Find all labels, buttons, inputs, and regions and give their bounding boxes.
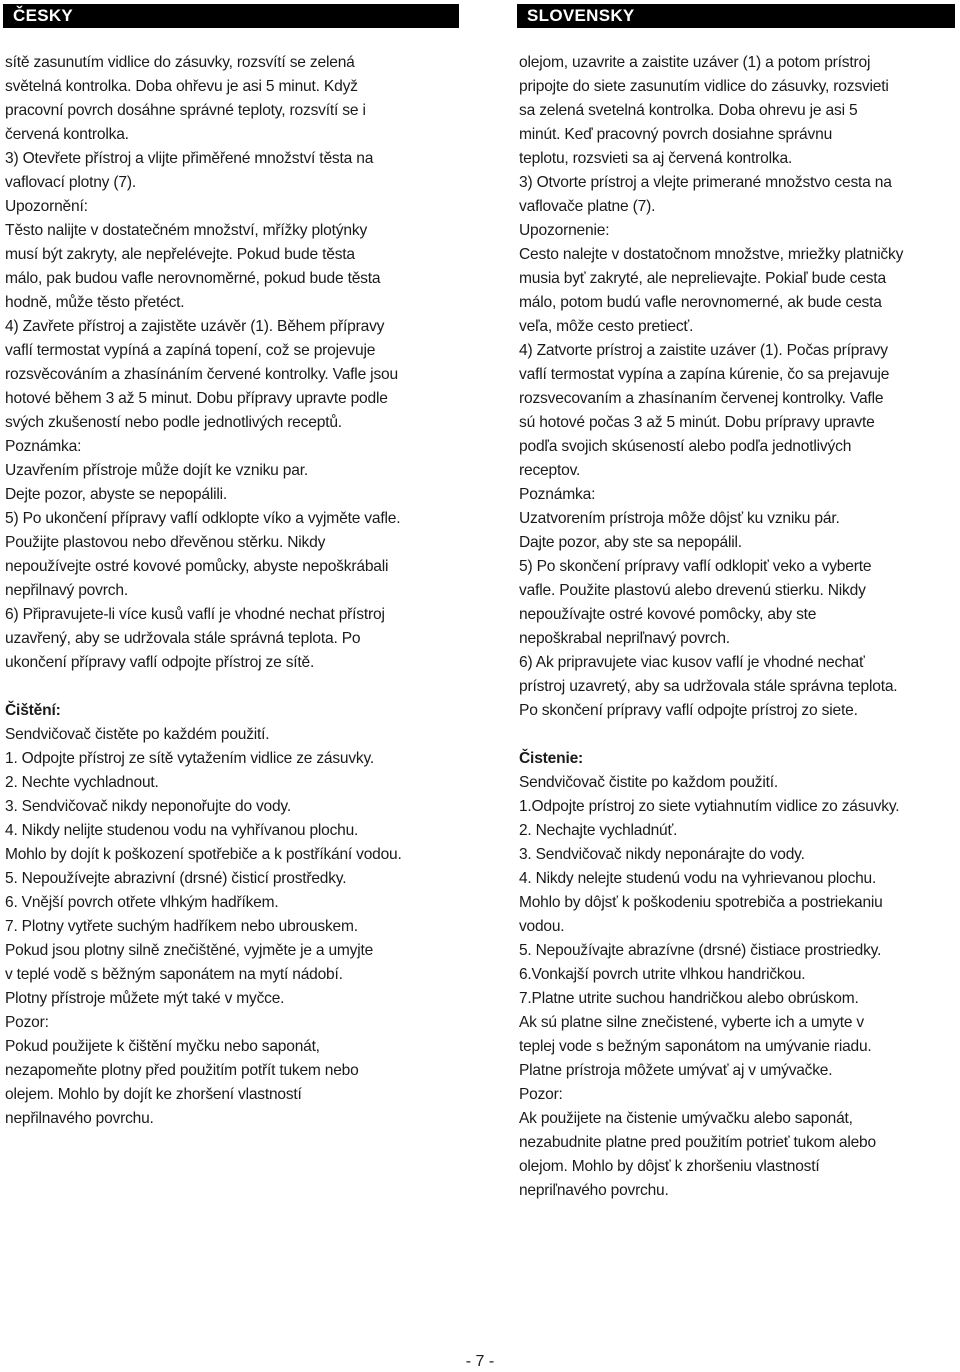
text-line: Plotny přístroje můžete mýt také v myčce. (5, 990, 285, 1007)
paragraph-gap (3, 675, 459, 699)
text-line: 2. Nechte vychladnout. (5, 774, 159, 791)
text-line: Poznámka: (5, 438, 82, 455)
text-line: Ak použijete na čistenie umývačku alebo saponát, (519, 1110, 853, 1127)
text-line: 1.Odpojte prístroj zo siete vytiahnutím vidlice zo zásuvky. (519, 798, 900, 815)
text-line: 5) Po ukončení přípravy vaflí odklopte víko a vyjměte vafle. (5, 510, 401, 527)
text-line: rozsvecovaním a zhasínaním červenej kontrolky. Vafle (519, 390, 884, 407)
text-line: 5. Nepoužívajte abrazívne (drsné) čistiace prostriedky. (519, 942, 882, 959)
czech-cleaning-body (5, 723, 459, 1131)
text-line: minút. Keď pracovný povrch dosiahne správnu (519, 126, 833, 143)
text-line: Mohlo by dojít k poškození spotřebiče a k postříkání vodou. (5, 846, 402, 863)
text-line: Pokud použijete k čištění myčku nebo saponát, (5, 1038, 320, 1055)
text-line: světelná kontrolka. Doba ohřevu je asi 5 minut. Když (5, 78, 358, 95)
slovak-cleaning-heading: Čistenie: (519, 750, 584, 767)
text-line: červená kontrolka. (5, 126, 129, 143)
czech-section-header: ČESKY (3, 4, 459, 28)
text-line: Dajte pozor, aby ste sa nepopálil. (519, 534, 742, 551)
text-line: pripojte do siete zasunutím vidlice do zásuvky, rozsvieti (519, 78, 889, 95)
text-line: vaflí termostat vypíná a zapíná topení, což se projevuje (5, 342, 376, 359)
text-line: nepoškrabal nepriľnavý povrch. (519, 630, 730, 647)
text-line: nepřilnavého povrchu. (5, 1110, 154, 1127)
text-line: Pozor: (519, 1086, 563, 1103)
text-line: 3) Otevřete přístroj a vlijte přiměřené množství těsta na (5, 150, 374, 167)
text-line: nezapomeňte plotny před použitím potřít tukem nebo (5, 1062, 359, 1079)
text-line: 6. Vnější povrch otřete vlhkým hadříkem. (5, 894, 279, 911)
text-line: nepoužívajte ostré kovové pomôcky, aby ste (519, 606, 817, 623)
text-line: hotové během 3 až 5 minut. Dobu přípravy upravte podle (5, 390, 388, 407)
text-line: 1. Odpojte přístroj ze sítě vytažením vidlice ze zásuvky. (5, 750, 375, 767)
text-line: teplotu, rozsvieti sa aj červená kontrolka. (519, 150, 793, 167)
text-line: 6) Ak pripravujete viac kusov vaflí je vhodné nechať (519, 654, 865, 671)
text-line: vafle. Použite plastovú alebo drevenú stierku. Nikdy (519, 582, 866, 599)
text-line: sítě zasunutím vidlice do zásuvky, rozsvítí se zelená (5, 54, 355, 71)
text-line: ukončení přípravy vaflí odpojte přístroj ze sítě. (5, 654, 315, 671)
text-line: nepriľnavého povrchu. (519, 1182, 669, 1199)
slovak-cleaning-body (519, 771, 955, 1203)
text-line: 7. Plotny vytřete suchým hadříkem nebo ubrouskem. (5, 918, 358, 935)
text-line: veľa, môže cesto pretiecť. (519, 318, 694, 335)
text-line: 3) Otvorte prístroj a vlejte primerané množstvo cesta na (519, 174, 892, 191)
text-line: 3. Sendvičovač nikdy neponárajte do vody. (519, 846, 805, 863)
slovak-column (517, 4, 955, 1203)
text-line: olejom. Mohlo by dôjsť k zhoršeniu vlastností (519, 1158, 820, 1175)
text-line: Sendvičovač čistite po každom použití. (519, 774, 778, 791)
text-line: Sendvičovač čistěte po každém použití. (5, 726, 270, 743)
text-line: 5) Po skončení prípravy vaflí odklopiť veko a vyberte (519, 558, 872, 575)
text-line: vaflí termostat vypína a zapína kúrenie, čo sa prejavuje (519, 366, 890, 383)
text-line: olejem. Mohlo by dojít ke zhoršení vlastností (5, 1086, 302, 1103)
czech-column (3, 4, 459, 1131)
text-line: vodou. (519, 918, 565, 935)
slovak-body (517, 51, 955, 723)
slovak-section-header: SLOVENSKY (517, 4, 955, 28)
text-line: 2. Nechajte vychladnúť. (519, 822, 678, 839)
text-line: 4. Nikdy nelijte studenou vodu na vyhřívanou plochu. (5, 822, 359, 839)
text-line: nezabudnite platne pred použitím potrieť tukom alebo (519, 1134, 876, 1151)
text-line: v teplé vodě s běžným saponátem na mytí nádobí. (5, 966, 343, 983)
text-line: receptov. (519, 462, 581, 479)
text-line: prístroj uzavretý, aby sa udržovala stále správna teplota. (519, 678, 898, 695)
text-line: musí být zakryty, ale nepřelévejte. Pokud bude těsta (5, 246, 355, 263)
text-line: Pozor: (5, 1014, 49, 1031)
text-line: hodně, může těsto přetéct. (5, 294, 185, 311)
text-line: nepoužívejte ostré kovové pomůcky, abyste nepoškrábali (5, 558, 389, 575)
text-line: 6) Připravujete-li více kusů vaflí je vhodné nechat přístroj (5, 606, 385, 623)
text-line: musia byť zakryté, ale neprelievajte. Pokiaľ bude cesta (519, 270, 886, 287)
text-line: Použijte plastovou nebo dřevěnou stěrku. Nikdy (5, 534, 326, 551)
text-line: svých zkušeností nebo podle jednotlivých receptů. (5, 414, 342, 431)
text-line: rozsvěcováním a zhasínáním červené kontrolky. Vafle jsou (5, 366, 398, 383)
text-line: vaflovače platne (7). (519, 198, 656, 215)
text-line: 4) Zatvorte prístroj a zaistite uzáver (1). Počas prípravy (519, 342, 888, 359)
text-line: málo, pak budou vafle nerovnoměrné, pokud bude těsta (5, 270, 381, 287)
text-line: Těsto nalijte v dostatečném množství, mřížky plotýnky (5, 222, 368, 239)
text-line: teplej vode s bežným saponátom na umývanie riadu. (519, 1038, 872, 1055)
text-line: pracovní povrch dosáhne správné teploty, rozsvítí se i (5, 102, 366, 119)
text-line: Uzatvorením prístroja môže dôjsť ku vzniku pár. (519, 510, 840, 527)
text-line: olejom, uzavrite a zaistite uzáver (1) a potom prístroj (519, 54, 871, 71)
text-line: 4) Zavřete přístroj a zajistěte uzávěr (1). Během přípravy (5, 318, 385, 335)
text-line: Ak sú platne silne znečistené, vyberte ich a umyte v (519, 1014, 864, 1031)
text-line: sa zelená svetelná kontrolka. Doba ohrevu je asi 5 (519, 102, 858, 119)
text-line: Po skončení prípravy vaflí odpojte prístroj zo siete. (519, 702, 858, 719)
text-line: málo, potom budú vafle nerovnomerné, ak bude cesta (519, 294, 882, 311)
text-line: Poznámka: (519, 486, 596, 503)
text-line: Dejte pozor, abyste se nepopálili. (5, 486, 228, 503)
text-line: 7.Platne utrite suchou handričkou alebo obrúskom. (519, 990, 859, 1007)
paragraph-gap (517, 723, 955, 747)
text-line: 4. Nikdy nelejte studenú vodu na vyhrievanou plochu. (519, 870, 877, 887)
text-line: Cesto nalejte v dostatočnom množstve, mriežky platničky (519, 246, 904, 263)
text-line: Platne prístroja môžete umývať aj v umývačke. (519, 1062, 833, 1079)
text-line: Upozornění: (5, 198, 88, 215)
text-line: Uzavřením přístroje může dojít ke vzniku par. (5, 462, 308, 479)
text-line: Upozornenie: (519, 222, 610, 239)
text-line: 6.Vonkajší povrch utrite vlhkou handričkou. (519, 966, 806, 983)
text-line: Pokud jsou plotny silně znečištěné, vyjměte je a umyjte (5, 942, 374, 959)
text-line: 3. Sendvičovač nikdy neponořujte do vody. (5, 798, 291, 815)
text-line: vaflovací plotny (7). (5, 174, 137, 191)
czech-cleaning-heading: Čištění: (5, 702, 61, 719)
text-line: nepřilnavý povrch. (5, 582, 128, 599)
text-line: podľa svojich skúseností alebo podľa jednotlivých (519, 438, 852, 455)
text-line: uzavřený, aby se udržovala stále správná teplota. Po (5, 630, 361, 647)
text-line: sú hotové počas 3 až 5 minút. Dobu prípravy upravte (519, 414, 875, 431)
czech-body (3, 51, 459, 675)
text-line: Mohlo by dôjsť k poškodeniu spotrebiča a postriekaniu (519, 894, 883, 911)
text-line: 5. Nepoužívejte abrazivní (drsné) čisticí prostředky. (5, 870, 347, 887)
page-number: - 7 - (465, 1353, 495, 1370)
